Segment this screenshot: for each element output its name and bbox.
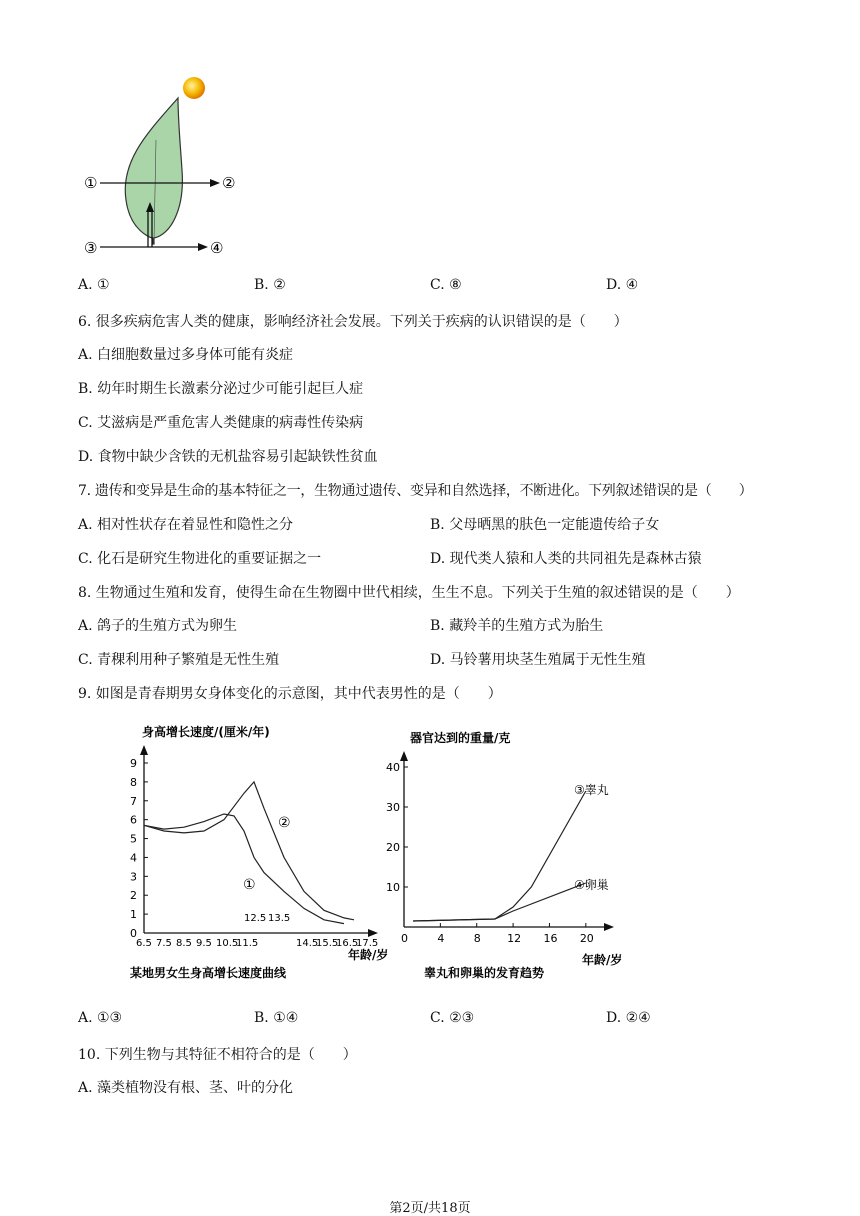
chart1-annotation-12-5: 12.5 — [244, 913, 267, 924]
chart2-x-tick-label: 4 — [437, 932, 445, 945]
chart2-xlabel: 年龄/岁 — [582, 953, 623, 967]
chart2-title: 睾丸和卵巢的发育趋势 — [424, 966, 545, 980]
q6-option-a[interactable]: A. 白细胞数量过多身体可能有炎症 — [78, 347, 294, 363]
q5-option-c[interactable]: C. ⑧ — [430, 277, 462, 293]
label-4: ④ — [210, 239, 224, 257]
q8-option-c[interactable]: C. 青稞利用种子繁殖是无性生殖 — [78, 652, 280, 668]
chart1-x-tick-label: 16.5 — [336, 938, 359, 949]
chart2-y-tick-label: 30 — [386, 801, 400, 814]
q8-option-b[interactable]: B. 藏羚羊的生殖方式为胎生 — [430, 618, 604, 634]
chart1-series-2-label: ② — [278, 815, 291, 831]
chart1-x-tick-label: 6.5 — [136, 938, 152, 949]
organ-weight-chart — [386, 715, 646, 985]
chart2-x-tick-label: 0 — [401, 932, 408, 945]
chart1-x-tick-label: 14.5 — [296, 938, 319, 949]
chart1-y-tick-label: 1 — [130, 908, 137, 922]
chart2-x-tick-label: 12 — [507, 932, 522, 945]
chart1-x-tick-label: 11.5 — [236, 938, 259, 949]
chart1-series-1-label: ① — [243, 877, 256, 893]
chart1-x-tick-label: 17.5 — [356, 938, 379, 949]
chart1-x-tick-label: 15.5 — [316, 938, 339, 949]
q8-option-a[interactable]: A. 鸽子的生殖方式为卵生 — [78, 618, 238, 634]
q5-option-a[interactable]: A. ① — [78, 277, 110, 293]
sun-icon — [183, 77, 205, 99]
chart1-xlabel: 年龄/岁 — [348, 948, 389, 962]
chart1-series-line — [144, 814, 344, 924]
chart1-y-tick-label: 2 — [130, 889, 137, 903]
q7-option-b[interactable]: B. 父母晒黑的肤色一定能遗传给子女 — [430, 517, 660, 533]
chart1-y-tick-label: 5 — [130, 832, 137, 846]
q9-option-d[interactable]: D. ②④ — [606, 1010, 651, 1026]
q9-option-b[interactable]: B. ①④ — [254, 1010, 299, 1026]
q8-stem: 8. 生物通过生殖和发育，使得生命在生物圈中世代相续，生生不息。下列关于生殖的叙述错误的是（ ） — [78, 585, 740, 601]
q6-option-c[interactable]: C. 艾滋病是严重危害人类健康的病毒性传染病 — [78, 415, 364, 431]
height-growth-chart — [110, 715, 389, 985]
label-1: ① — [84, 174, 98, 192]
q8-option-d[interactable]: D. 马铃薯用块茎生殖属于无性生殖 — [430, 652, 646, 668]
chart2-series-line — [413, 791, 586, 921]
q10-option-a[interactable]: A. 藻类植物没有根、茎、叶的分化 — [78, 1080, 294, 1096]
q6-option-d[interactable]: D. 食物中缺少含铁的无机盐容易引起缺铁性贫血 — [78, 449, 378, 465]
chart1-y-tick-label: 7 — [130, 794, 137, 808]
q5-option-d[interactable]: D. ④ — [606, 277, 639, 293]
q9-option-a[interactable]: A. ①③ — [78, 1010, 123, 1026]
q6-stem: 6. 很多疾病危害人类的健康，影响经济社会发展。下列关于疾病的认识错误的是（ ） — [78, 314, 628, 330]
chart1-y-tick-label: 4 — [130, 851, 137, 865]
chart1-ylabel: 身高增长速度/(厘米/年) — [142, 725, 270, 739]
q7-option-c[interactable]: C. 化石是研究生物进化的重要证据之一 — [78, 551, 322, 567]
leaf-diagram — [70, 70, 270, 270]
chart2-x-arrow — [604, 923, 614, 931]
chart1-title: 某地男女生身高增长速度曲线 — [130, 966, 287, 980]
q7-option-a[interactable]: A. 相对性状存在着显性和隐性之分 — [78, 517, 294, 533]
chart2-x-tick-label: 16 — [543, 932, 558, 945]
q9-stem: 9. 如图是青春期男女身体变化的示意图，其中代表男性的是（ ） — [78, 686, 502, 702]
chart1-y-tick-label: 6 — [130, 813, 137, 827]
chart1-annotation-13-5: 13.5 — [268, 913, 291, 924]
chart1-y-arrow — [140, 745, 148, 755]
chart1-x-tick-label: 9.5 — [196, 938, 212, 949]
q5-option-b[interactable]: B. ② — [254, 277, 286, 293]
chart2-y-tick-label: 20 — [386, 841, 400, 854]
leaf-shape — [125, 98, 182, 244]
chart1-y-tick-label: 3 — [130, 870, 137, 884]
label-3: ③ — [84, 239, 98, 257]
label-2: ② — [222, 174, 236, 192]
chart2-x-tick-label: 20 — [579, 932, 594, 945]
q7-option-d[interactable]: D. 现代类人猿和人类的共同祖先是森林古猿 — [430, 551, 702, 567]
chart1-y-tick-label: 0 — [130, 927, 137, 940]
chart2-y-tick-label: 40 — [386, 761, 400, 774]
chart2-ylabel: 器官达到的重量/克 — [410, 731, 511, 745]
chart1-y-tick-label: 8 — [130, 775, 137, 789]
chart2-x-tick-label: 8 — [473, 932, 481, 945]
chart2-series-3-label: ③睾丸 — [574, 783, 609, 797]
chart1-y-tick-label: 9 — [130, 757, 137, 770]
q9-option-c[interactable]: C. ②③ — [430, 1010, 475, 1026]
chart1-x-tick-label: 7.5 — [156, 938, 172, 949]
chart2-series-4-label: ④卵巢 — [574, 878, 609, 892]
q6-option-b[interactable]: B. 幼年时期生长激素分泌过少可能引起巨人症 — [78, 381, 364, 397]
q7-stem: 7. 遗传和变异是生命的基本特征之一，生物通过遗传、变异和自然选择，不断进化。下列叙述错误的是（ ） — [78, 483, 753, 499]
chart2-y-arrow — [400, 751, 408, 761]
q10-stem: 10. 下列生物与其特征不相符合的是（ ） — [78, 1047, 357, 1063]
chart1-series-line — [144, 782, 354, 920]
chart1-x-tick-label: 8.5 — [176, 938, 192, 949]
page-footer: 第2页/共18页 — [389, 1201, 471, 1216]
chart1-x-arrow — [368, 929, 378, 937]
chart1-x-tick-label: 10.5 — [216, 938, 239, 949]
chart2-y-tick-label: 10 — [386, 881, 400, 894]
